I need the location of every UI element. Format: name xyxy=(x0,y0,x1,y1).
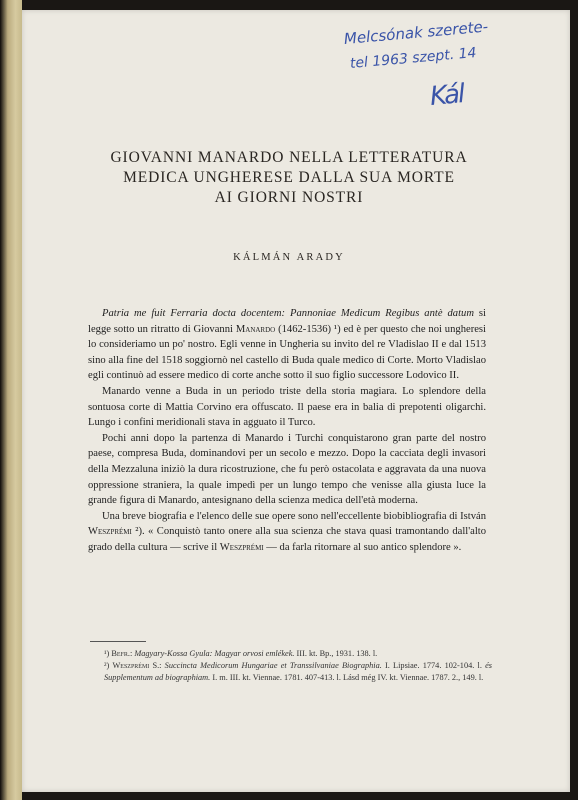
paragraph-4-text-a: Una breve biografia e l'elenco delle sue opere sono nell'eccellente biobibliografia di István xyxy=(102,510,486,522)
title-line-2: MEDICA UNGHERESE DALLA SUA MORTE xyxy=(123,169,455,186)
latin-quote: Patria me fuit Ferraria docta docentem: Pannoniae Medicum Regibus antè datum xyxy=(102,308,474,319)
footnote-2 xyxy=(104,660,492,684)
handwritten-signature: Kál xyxy=(428,79,465,112)
footnote-2-title2: és Supplementum ad biographiam. xyxy=(104,661,493,683)
article-body xyxy=(88,306,486,556)
author-name: KÁLMÁN ARADY xyxy=(233,252,345,263)
title-line-3: AI GIORNI NOSTRI xyxy=(214,189,364,206)
footnote-2-rest-a: I. Lipsiae. 1774. 102-104. l. xyxy=(381,661,486,671)
footnote-1-author: Befr.: xyxy=(111,649,133,658)
paragraph-4-text-b: ²). « Conquistò tanto onere alla sua scienza che stava quasi tramontando dall'alto grado della cultura — scrive il xyxy=(88,526,486,553)
paragraph-1-text-a: si legge sotto un ritratto di Giovanni xyxy=(88,308,487,335)
footnote-divider xyxy=(90,641,146,642)
paragraph-4 xyxy=(88,509,486,556)
name-weszpremi-2: Weszprémi xyxy=(219,541,264,553)
footnotes xyxy=(104,648,492,685)
footnote-1-mark: ¹) xyxy=(104,649,112,658)
paragraph-1-text-b: (1462-1536) ¹) ed è per questo che noi ungheresi lo consideriamo un po' nostro. Egli venne in Ungheria su invito del re Vladislao II e dal 1513 sino alla fine del 1518 soggiornò nel castello di Buda quale medico di Corte. Morto Vladislao egli continuò ad essere medico di corte anche sotto il suo figlio successore Lodovico II. xyxy=(88,323,486,382)
paragraph-2: Manardo venne a Buda in un periodo triste della storia magiara. Lo splendore della sontuosa corte di Mattia Corvino era offuscato. Il paese era in balia di prepotenti oligarchi. Lungo i confini meridionali stava in agguato il Turco. xyxy=(88,385,486,429)
paragraph-4-text-c: — da farla ritornare al suo antico splendore ». xyxy=(263,541,462,553)
article-title xyxy=(0,148,578,208)
name-weszpremi-1: Weszprémi xyxy=(88,526,132,538)
title-line-1: GIOVANNI MANARDO NELLA LETTERATURA xyxy=(110,149,468,166)
footnote-2-author: Weszprémi S.: xyxy=(112,661,162,671)
book-binding-edge xyxy=(0,0,22,800)
footnote-2-rest-b: I. m. III. kt. Viennae. 1781. 407-413. l. Lásd még IV. kt. Viennae. 1787. 2., 149. l. xyxy=(210,673,484,683)
handwritten-dedication-line-1: Melcsónak szerete- xyxy=(343,17,489,48)
footnote-2-title: Succincta Medicorum Hungariae et Transsilvaniae Biographia. xyxy=(161,661,382,671)
name-manardo: Manardo xyxy=(235,323,276,335)
paragraph-3: Pochi anni dopo la partenza di Manardo i Turchi conquistarono gran parte del nostro paese, compresa Buda, dominandovi per un secolo e mezzo. Dopo la cacciata degli invasori della Mezzaluna iniziò la dura ricostruzione, che fu però ostacolata e aggravata da una nuova oppressione straniera, la quale impedì per un lungo tempo che venisse alla giusta luce la grande figura di Manardo, antesignano della scienza medica dell'età moderna. xyxy=(88,432,486,507)
footnote-1 xyxy=(104,648,492,660)
paragraph-1 xyxy=(88,306,486,384)
footnote-2-mark: ²) xyxy=(104,661,113,671)
footnote-1-title: Magyary-Kossa Gyula: Magyar orvosi emlékek. xyxy=(132,649,295,658)
handwritten-dedication-line-2: tel 1963 szept. 14 xyxy=(349,44,478,72)
footnote-1-rest: III. kt. Bp., 1931. 138. l. xyxy=(294,649,378,658)
